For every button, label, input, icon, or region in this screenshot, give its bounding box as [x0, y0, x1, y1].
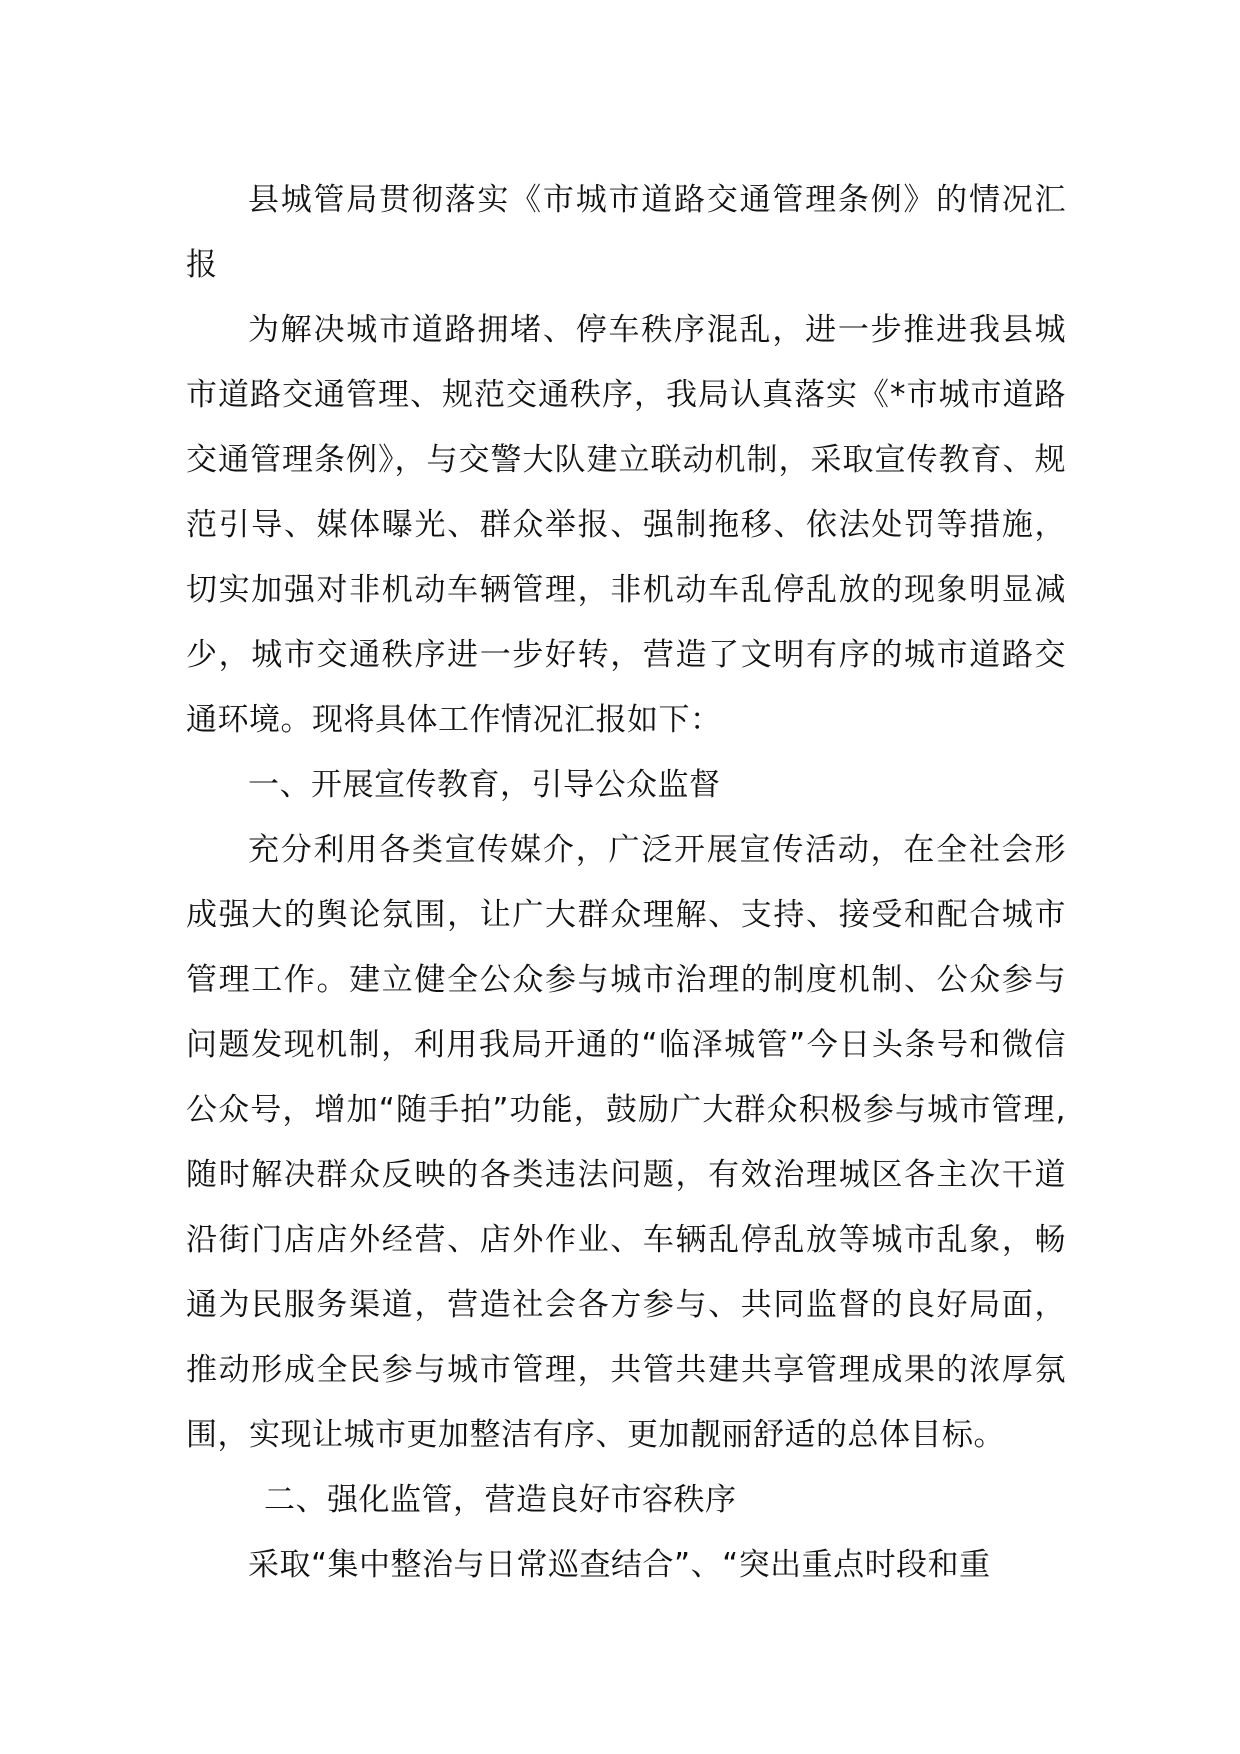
section-heading-2: 二、强化监管，营造良好市容秩序	[264, 1482, 737, 1518]
section-heading-1: 一、开展宣传教育，引导公众监督	[248, 767, 721, 803]
document-body	[186, 168, 1066, 1598]
section-paragraph-2: 采取“集中整治与日常巡查结合”、“突出重点时段和重	[248, 1547, 991, 1583]
intro-paragraph: 为解决城市道路拥堵、停车秩序混乱，进一步推进我县城市道路交通管理、规范交通秩序，我局认真落实《*市城市道路交通管理条例》，与交警大队建立联动机制，采取宣传教育、规范引导、媒体曝光、群众举报、强制拖移、依法处罚等措施，切实加强对非机动车辆管理，非机动车乱停乱放的现象明显减少，城市交通秩序进一步好转，营造了文明有序的城市道路交通环境。现将具体工作情况汇报如下：	[186, 312, 1066, 738]
section-paragraph-1: 充分利用各类宣传媒介，广泛开展宣传活动，在全社会形成强大的舆论氛围，让广大群众理解、支持、接受和配合城市管理工作。建立健全公众参与城市治理的制度机制、公众参与问题发现机制，利用我局开通的“临泽城管”今日头条号和微信公众号，增加“随手拍”功能，鼓励广大群众积极参与城市管理,随时解决群众反映的各类违法问题，有效治理城区各主次干道沿街门店店外经营、店外作业、车辆乱停乱放等城市乱象，畅通为民服务渠道，营造社会各方参与、共同监督的良好局面，推动形成全民参与城市管理，共管共建共享管理成果的浓厚氛围，实现让城市更加整洁有序、更加靓丽舒适的总体目标。	[186, 832, 1066, 1453]
document-title: 县城管局贯彻落实《市城市道路交通管理条例》的情况汇报	[186, 182, 1066, 283]
